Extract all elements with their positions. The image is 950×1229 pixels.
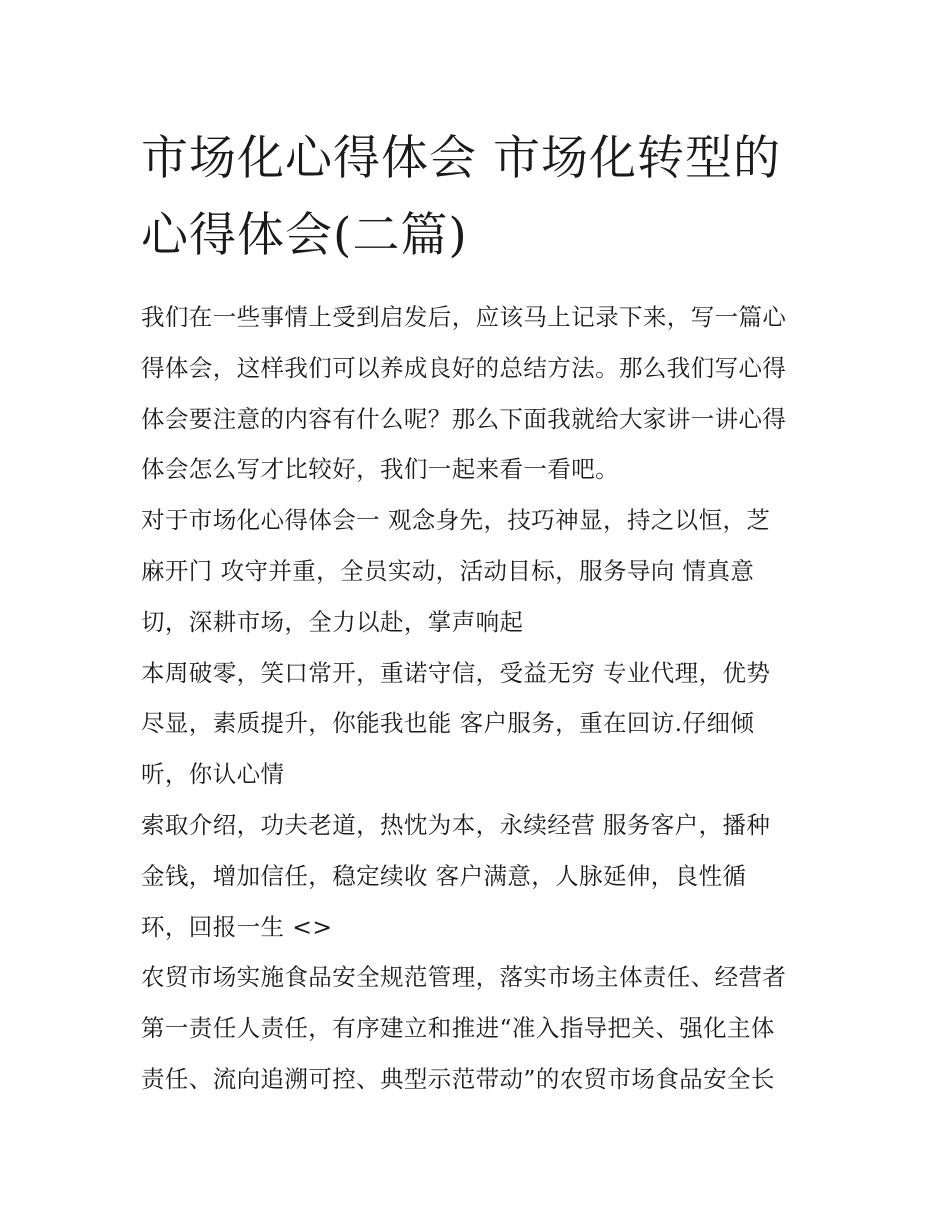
document-title (141, 120, 816, 274)
text-line: 责任、流向追溯可控、典型示范带动”的农贸市场食品安全长 (141, 1064, 775, 1093)
text-line: 本周破零，笑口常开，重诺守信，受益无穷 专业代理，优势 (141, 658, 771, 687)
title-line: 市场化心得体会 市场化转型的 (141, 131, 781, 186)
paragraph-intro (141, 292, 816, 495)
text-line: 体会要注意的内容有什么呢？那么下面我就给大家讲一讲心得 (141, 404, 787, 433)
text-line: 我们在一些事情上受到启发后，应该马上记录下来，写一篇心 (141, 303, 787, 331)
text-line: 金钱，增加信任，稳定续收 客户满意，人脉延伸，良性循 (141, 861, 747, 890)
text-line: 切，深耕市场，全力以赴，掌声响起 (141, 607, 524, 636)
text-line: 听，你认心情 (141, 760, 285, 789)
text-line: 农贸市场实施食品安全规范管理，落实市场主体责任、经营者 (141, 963, 787, 992)
text-line: 麻开门 攻守并重，全员实动，活动目标，服务导向 情真意 (141, 556, 755, 585)
text-line: 得体会，这样我们可以养成良好的总结方法。那么我们写心得 (141, 353, 787, 382)
document-page (141, 120, 816, 1105)
paragraph-slogans-2 (141, 648, 816, 800)
paragraph-slogans-3 (141, 800, 816, 952)
text-line: 尽显，素质提升，你能我也能 客户服务，重在回访.仔细倾 (141, 709, 755, 738)
title-line: 心得体会(二篇) (141, 208, 468, 263)
text-line: 对于市场化心得体会一 观念身先，技巧神显，持之以恒，芝 (141, 506, 771, 535)
text-line: 索取介绍，功夫老道，热忱为本，永续经营 服务客户，播种 (141, 810, 771, 839)
text-line: 第一责任人责任，有序建立和推进“准入指导把关、强化主体 (141, 1014, 775, 1043)
paragraph-slogans-1 (141, 495, 816, 647)
text-line: 体会怎么写才比较好，我们一起来看一看吧。 (141, 455, 619, 484)
text-line: 环，回报一生 <> (141, 912, 333, 941)
document-body (141, 292, 816, 1105)
paragraph-market (141, 952, 816, 1104)
